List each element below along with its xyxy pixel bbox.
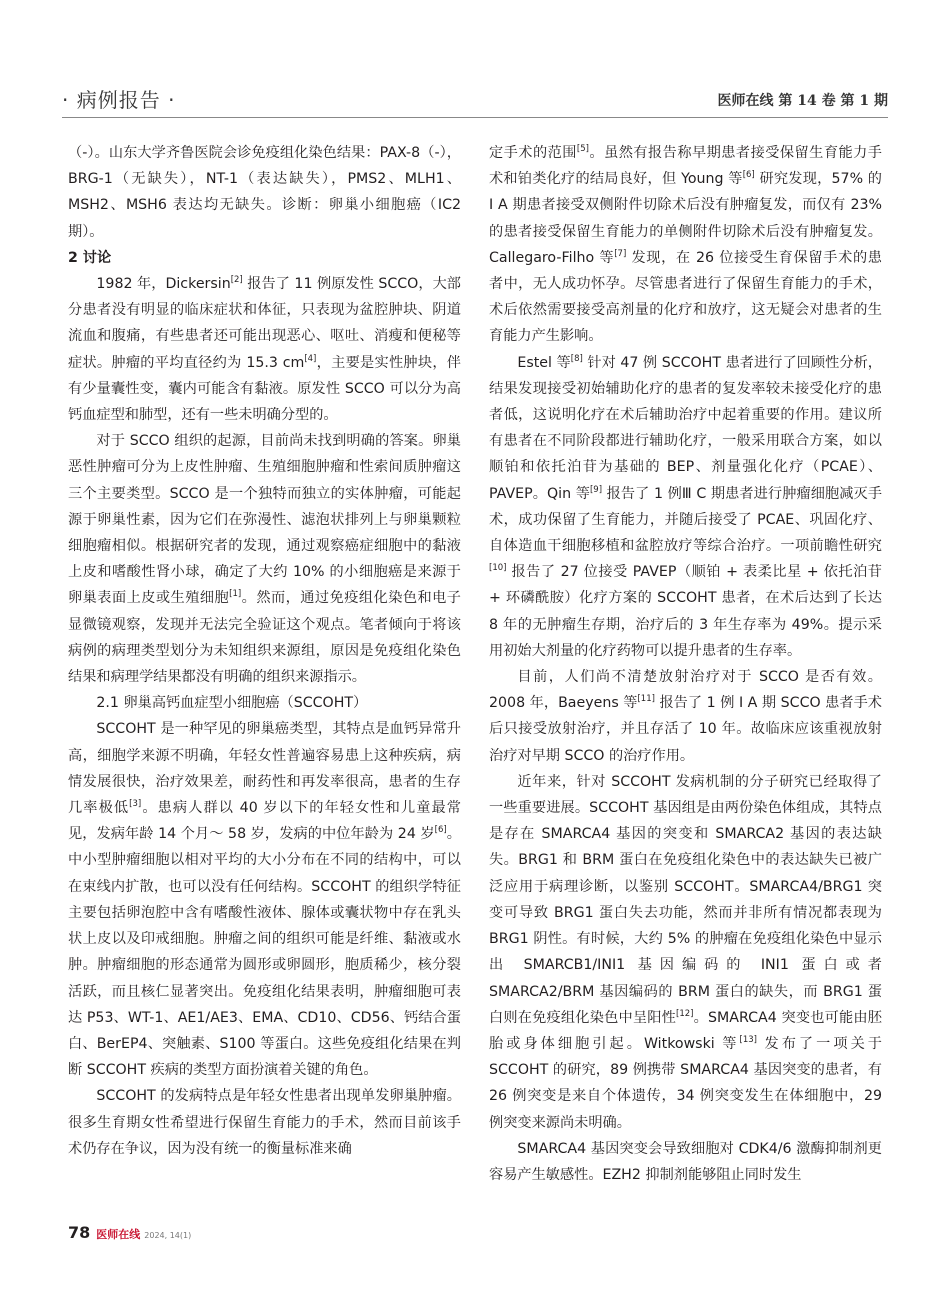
text: 针对 47 例 SCCOHT 患者进行了回顾性分析，结果发现接受初始辅助化疗的患者的复发率较未接受化疗的患者低，这说明化疗在术后辅助治疗中起着重要的作用。建议所有患者在不同阶段都进行辅助化疗，一般采用联合方案，如以顺铂和依托泊苷为基础的 BEP、剂量强化化疗（PCAE）、PAVEP。Qin 等 (489, 354, 882, 502)
text: 报告了 1 例Ⅲ C 期患者进行肿瘤细胞减灭手术，成功保留了生育能力，并随后接受了 PCAE、巩固化疗、自体造血干细胞移植和盆腔放疗等综合治疗。一项前瞻性研究 (489, 485, 883, 555)
page-header (62, 80, 888, 120)
journal-info: 医师在线 第 14 卷 第 1 期 (717, 93, 888, 109)
citation: [4] (304, 353, 317, 364)
paragraph (68, 716, 461, 1083)
text: 近年来，针对 SCCOHT 发病机制的分子研究已经取得了一些重要进展。SCCOHT 基因组是由两份染色体组成，其特点是存在 SMARCA4 基因的突变和 SMARCA2 基因的表达缺失。BRG1 和 BRM 蛋白在免疫组化染色中的表达缺失已被广泛应用于病理诊断，以鉴别 SCCOHT。SMARCA4/BRG1 突变可导致 BRG1 蛋白失去功能，然而并非所有情况都表现为 BRG1 阴性。有时候，大约 5% 的肿瘤在免疫组化染色中显示出 SMARCB1/INI1 基因编码的 INI1 蛋白或者 SMARCA2/BRM 基因编码的 BRM 蛋白的缺失，而 BRG1 蛋白则在免疫组化染色中呈阳性 (489, 773, 882, 1026)
citation: [2] (230, 275, 243, 286)
citation: [8] (570, 353, 583, 364)
page-number: 78 (68, 1223, 91, 1242)
citation: [6] (742, 170, 755, 181)
section-heading: 2 讨论 (68, 249, 112, 266)
citation: [1] (229, 589, 242, 600)
text: 。中小型肿瘤细胞以相对平均的大小分布在不同的结构中，可以在束线内扩散，也可以没有任何结构。SCCOHT 的组织学特征主要包括卵泡腔中含有嗜酸性液体、腺体或囊状物中存在乳头状上皮以及印戒细胞。肿瘤之间的组织可能是纤维、黏液或水肿。肿瘤细胞的形态通常为圆形或卵圆形，胞质稀少，核分裂活跃，而且核仁显著突出。免疫组化结果表明，肿瘤细胞可表达 P53、WT-1、AE1/AE3、EMA、CD10、CD56、钙结合蛋白、BerEP4、突触素、S100 等蛋白。这些免疫组化结果在判断 SCCOHT 疾病的类型方面扮演着关键的角色。 (68, 826, 461, 1079)
citation: [7] (614, 248, 627, 259)
left-column (68, 140, 461, 1162)
paragraph (68, 428, 461, 690)
paragraph: （-）。山东大学齐鲁医院会诊免疫组化染色结果：PAX-8（-），BRG-1（无缺失），NT-1（表达缺失），PMS2、MLH1、MSH2、MSH6 表达均无缺失。诊断：卵巢小细胞癌（IC2 期）。 (68, 145, 461, 240)
text: 。然而，通过免疫组化染色和电子显微镜观察，发现并无法完全验证这个观点。笔者倾向于将该病例的病理类型划分为未知组织来源组，原因是免疫组化染色结果和病理学结果都没有明确的组织来源指示。 (68, 590, 461, 686)
text: ，主要是实性肿块，伴有少量囊性变，囊内可能含有黏液。原发性 SCCO 可以分为高钙血症型和肺型，还有一些未明确分型的。 (68, 354, 461, 424)
text: 研究发现，57% 的 I A 期患者接受双侧附件切除术后没有肿瘤复发，而仅有 23% 的患者接受保留生育能力的单侧附件切除术后没有肿瘤复发。Callegaro-Filho 等 (489, 171, 882, 266)
citation: [11] (637, 694, 655, 705)
paragraph: SMARCA4 基因突变会导致细胞对 CDK4/6 激酶抑制剂更容易产生敏感性。EZH2 抑制剂能够阻止同时发生 (489, 1140, 882, 1183)
citation: [3] (129, 799, 142, 810)
text: 。SMARCA4 突变也可能由胚胎或身体细胞引起。Witkowski 等 (489, 1009, 882, 1052)
citation: [6] (434, 825, 447, 836)
text: SCCOHT 是一种罕见的卵巢癌类型，其特点是血钙异常升高，细胞学来源不明确，年轻女性普遍容易患上这种疾病，病情发展很快，治疗效果差，耐药性和再发率很高，患者的生存几率极低 (68, 721, 461, 817)
text: 。患病人群以 40 岁以下的年轻女性和儿童最常见，发病年龄 14 个月～ 58 岁，发病的中位年龄为 24 岁 (68, 800, 461, 843)
paragraph (489, 140, 882, 350)
paragraph (68, 271, 461, 428)
text: 报告了 1 例 I A 期 SCCO 患者手术后只接受放射治疗，并且存活了 10 年。故临床应该重视放射治疗对早期 SCCO 的治疗作用。 (489, 695, 882, 764)
issue-info: 2024, 14(1) (144, 1231, 192, 1240)
text: 。虽然有报告称早期患者接受保留生育能力手术和铂类化疗的结局良好，但 Young 等 (489, 145, 882, 188)
citation: [12] (676, 1008, 694, 1019)
text: 目前，人们尚不清楚放射治疗对于 SCCO 是否有效。2008 年，Baeyens 等 (489, 669, 882, 712)
journal-logo: 医师在线 (96, 1228, 141, 1241)
text: 发现，在 26 位接受生育保留手术的患者中，无人成功怀孕。尽管患者进行了保留生育能力的手术，术后依然需要接受高剂量的化疗和放疗，这无疑会对患者的生育能力产生影响。 (489, 249, 882, 345)
citation: [5] (576, 144, 589, 154)
citation: [13] (739, 1034, 757, 1045)
header-divider (62, 117, 888, 118)
text: 报告了 27 位接受 PAVEP（顺铂 + 表柔比星 + 依托泊苷 + 环磷酰胺）化疗方案的 SCCOHT 患者，在术后达到了长达 8 年的无肿瘤生存期，治疗后的 3 年生存率为 49%。提示采用初始大剂量的化疗药物可以提升患者的生存率。 (489, 564, 882, 659)
page-footer (68, 1223, 191, 1243)
text: 对于 SCCO 组织的起源，目前尚未找到明确的答案。卵巢恶性肿瘤可分为上皮性肿瘤、生殖细胞肿瘤和性索间质肿瘤这三个主要类型。SCCO 是一个独特而独立的实体肿瘤，可能起源于卵巢性素，因为它们在弥漫性、滤泡状排列上与卵巢颗粒细胞瘤相似。根据研究者的发现，通过观察癌症细胞中的黏液上皮和嗜酸性肾小球，确定了大约 10% 的小细胞癌是来源于卵巢表面上皮或生殖细胞 (68, 433, 461, 607)
subsection-heading: 2.1 卵巢高钙血症型小细胞癌（SCCOHT） (96, 695, 368, 712)
paragraph: SCCOHT 的发病特点是年轻女性患者出现单发卵巢肿瘤。很多生育期女性希望进行保留生育能力的手术，然而目前该手术仍存在争议，因为没有统一的衡量标准来确 (68, 1088, 461, 1157)
paragraph (489, 350, 882, 664)
section-label: · 病例报告 · (62, 88, 176, 112)
citation: [10] (489, 563, 507, 574)
right-column (489, 140, 882, 1188)
text: 1982 年，Dickersin (96, 276, 231, 293)
text: 发布了一项关于 SCCOHT 的研究，89 例携带 SMARCA4 基因突变的患者，有 26 例突变是来自个体遗传，34 例突变发生在体细胞中，29 例突变来源尚未明确。 (489, 1035, 882, 1131)
text: 定手术的范围 (489, 145, 577, 161)
text: 报告了 11 例原发性 SCCO，大部分患者没有明显的临床症状和体征，只表现为盆腔肿块、阴道流血和腹痛，有些患者还可能出现恶心、呕吐、消瘦和便秘等症状。肿瘤的平均直径约为 15.3 cm (68, 276, 461, 371)
citation: [9] (589, 484, 603, 495)
paragraph (489, 769, 882, 1136)
text: Estel 等 (517, 354, 571, 371)
paragraph (489, 664, 882, 769)
